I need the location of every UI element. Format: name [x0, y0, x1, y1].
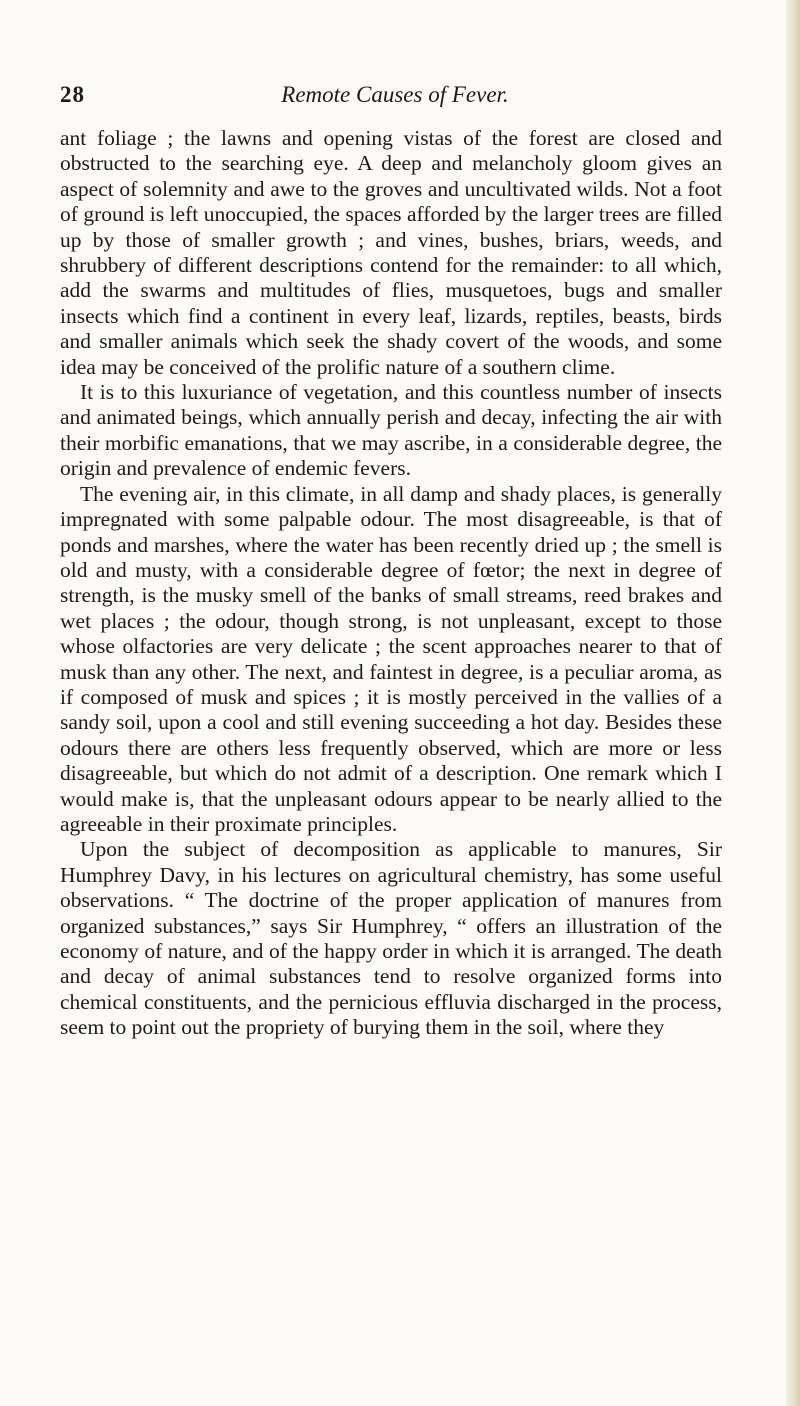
page-header — [60, 82, 710, 120]
paragraph: It is to this luxuriance of vegetation, and this countless number of insects and animated beings, which annually perish and decay, infecting the air with their morbific emanations, that we may ascribe, in a considerable degree, the origin and prevalence of endemic fevers. — [60, 380, 722, 481]
paragraph: ant foliage ; the lawns and opening vistas of the forest are closed and obstructed to the searching eye. A deep and melancholy gloom gives an aspect of solemnity and awe to the groves and uncultivated wilds. Not a foot of ground is left unoccupied, the spaces afforded by the larger trees are filled up by those of smaller growth ; and vines, bushes, briars, weeds, and shrubbery of different descriptions contend for the remainder: to all which, add the swarms and multitudes of flies, musquetoes, bugs and smaller insects which find a continent in every leaf, lizards, reptiles, beasts, birds and smaller animals which seek the shady covert of the woods, and some idea may be conceived of the prolific nature of a southern clime. — [60, 126, 722, 379]
body-text — [60, 126, 722, 1041]
paragraph: The evening air, in this climate, in all damp and shady places, is generally impregnated with some palpable odour. The most disagreeable, is that of ponds and marshes, where the water has been recently dried up ; the smell is old and musty, with a considerable degree of fœtor; the next in degree of strength, is the musky smell of the banks of small streams, reed brakes and wet places ; the odour, though strong, is not unpleasant, except to those whose olfactories are very delicate ; the scent approaches nearer to that of musk than any other. The next, and faintest in degree, is a peculiar aroma, as if composed of musk and spices ; it is mostly perceived in the vallies of a sandy soil, upon a cool and still evening succeeding a hot day. Besides these odours there are others less frequently observed, which are more or less disagreeable, but which do not admit of a description. One remark which I would make is, that the unpleasant odours appear to be nearly allied to the agreeable in their proximate principles. — [60, 481, 722, 836]
page-edge — [786, 0, 800, 1406]
running-head: Remote Causes of Fever. — [281, 82, 509, 107]
paragraph: Upon the subject of decomposition as applicable to manures, Sir Humphrey Davy, in his lectures on agricultural chemistry, has some useful observations. “ The doctrine of the proper application of manures from organized substances,” says Sir Humphrey, “ offers an illustration of the economy of nature, and of the happy order in which it is arranged. The death and decay of animal substances tend to resolve organized forms into chemical constituents, and the pernicious effluvia discharged in the process, seem to point out the propriety of burying them in the soil, where they — [60, 837, 722, 1040]
page-number: 28 — [60, 82, 85, 107]
